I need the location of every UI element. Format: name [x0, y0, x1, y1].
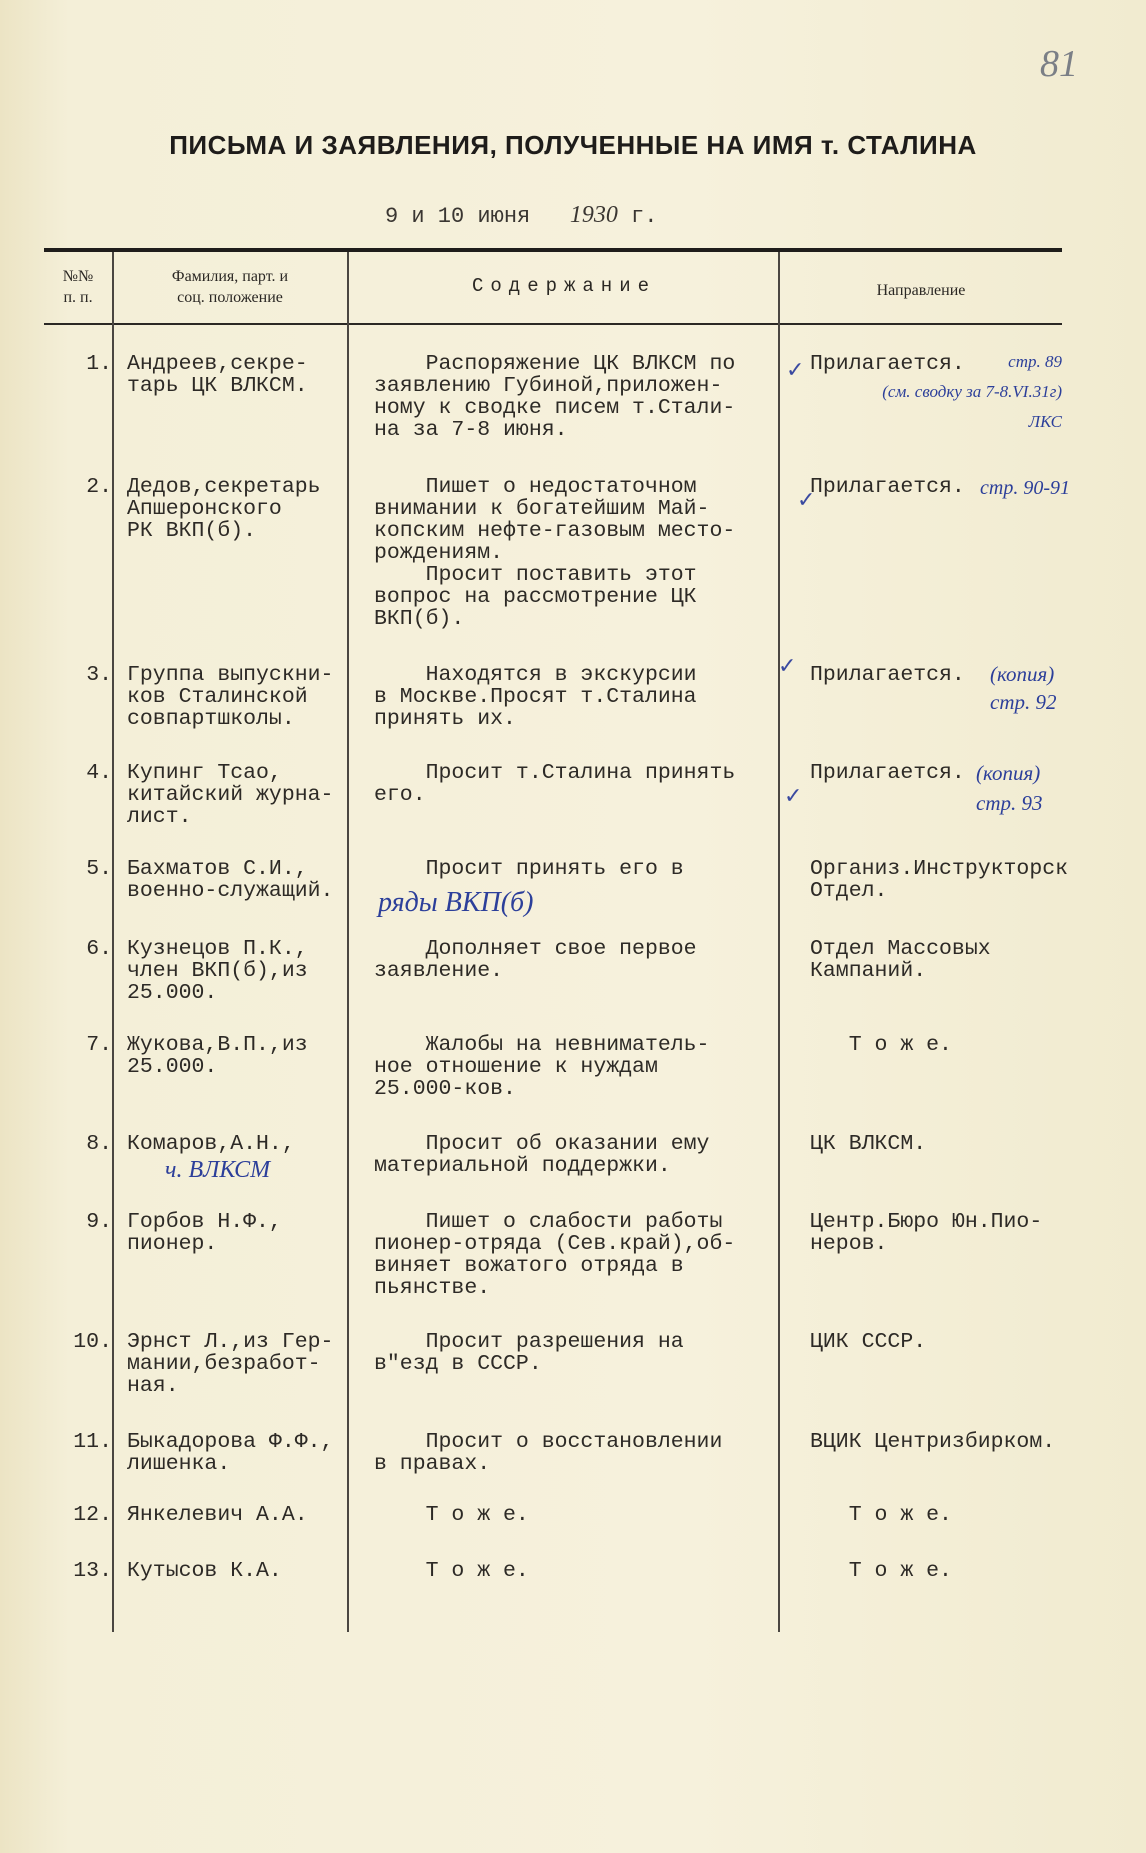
- forwarded-to: Прилагается.: [810, 663, 965, 687]
- row-number: 9.: [86, 1210, 112, 1234]
- row-number: 4.: [86, 761, 112, 785]
- forwarded-to: Организ.Инструкторск Отдел.: [810, 857, 1069, 903]
- forwarded-to: Прилагается.: [810, 352, 965, 376]
- column-divider: [347, 252, 349, 1632]
- letter-content: Дополняет свое первое заявление.: [374, 937, 697, 983]
- letter-content: Просит об оказании ему материальной поддержки.: [374, 1132, 710, 1178]
- table-top-rule: [44, 248, 1062, 252]
- check-mark-icon: ✓: [797, 488, 816, 513]
- forwarded-to: ВЦИК Центризбирком.: [810, 1430, 1056, 1454]
- row-number: 12.: [73, 1503, 112, 1527]
- forwarded-to: ЦК ВЛКСМ.: [810, 1132, 927, 1156]
- document-title: ПИСЬМА И ЗАЯВЛЕНИЯ, ПОЛУЧЕННЫЕ НА ИМЯ т. СТАЛИНА: [169, 130, 977, 160]
- forwarded-to: Прилагается.: [810, 475, 965, 499]
- column-header-num: №№ п. п.: [62, 268, 94, 306]
- handwritten-note: стр. 90-91: [980, 477, 1070, 499]
- letter-content: Т о ж е.: [374, 1559, 529, 1583]
- page-number: 81: [1040, 43, 1078, 85]
- letter-content: Пишет о слабости работы пионер-отряда (Сев.край),об- виняет вожатого отряда в пьянстве.: [374, 1210, 736, 1300]
- letter-content: Просит т.Сталина принять его.: [374, 761, 736, 807]
- letter-content: Просит принять его в: [374, 857, 684, 881]
- check-mark-icon: ✓: [784, 784, 803, 809]
- date-year: 1930: [569, 202, 618, 228]
- row-number: 5.: [86, 857, 112, 881]
- sender-name: Быкадорова Ф.Ф., лишенка.: [127, 1430, 334, 1476]
- row-number: 13.: [73, 1559, 112, 1583]
- letter-content: Находятся в экскурсии в Москве.Просят т.Сталина принять их.: [374, 663, 697, 731]
- sender-name: Кутысов К.А.: [127, 1559, 282, 1583]
- handwritten-note: (копия) стр. 92: [990, 662, 1057, 714]
- sender-name: Андреев,секре- тарь ЦК ВЛКСМ.: [127, 352, 308, 398]
- sender-name: Кузнецов П.К., член ВКП(б),из 25.000.: [127, 937, 308, 1005]
- sender-name: Горбов Н.Ф., пионер.: [127, 1210, 282, 1256]
- row-number: 10.: [73, 1330, 112, 1354]
- forwarded-to: Прилагается.: [810, 761, 965, 785]
- sender-name: Эрнст Л.,из Гер- мании,безработ- ная.: [127, 1330, 334, 1398]
- handwritten-note: стр. 89 (см. сводку за 7-8.VI.31г) ЛКС: [882, 352, 1062, 431]
- sender-name: Купинг Тсао, китайский журна- лист.: [127, 761, 334, 829]
- column-divider: [112, 252, 114, 1632]
- column-divider: [778, 252, 780, 1632]
- date-suffix: г.: [631, 204, 658, 229]
- forwarded-to: Центр.Бюро Юн.Пио- неров.: [810, 1210, 1043, 1256]
- forwarded-to: Отдел Массовых Кампаний.: [810, 937, 991, 983]
- sender-name: Янкелевич А.А.: [127, 1503, 308, 1527]
- handwritten-note: ч. ВЛКСМ: [165, 1157, 271, 1183]
- forwarded-to: Т о ж е.: [810, 1033, 952, 1057]
- handwritten-note: (копия) стр. 93: [976, 761, 1043, 815]
- letter-content: Просит о восстановлении в правах.: [374, 1430, 723, 1476]
- letter-content: Просит разрешения на в"езд в СССР.: [374, 1330, 684, 1376]
- row-number: 11.: [73, 1430, 112, 1454]
- handwritten-note: ряды ВКП(б): [378, 887, 534, 918]
- column-header-content: Содержание: [471, 275, 657, 297]
- sender-name: Группа выпускни- ков Сталинской совпартшколы.: [127, 663, 334, 731]
- letter-content: Распоряжение ЦК ВЛКСМ по заявлению Губиной,приложен- ному к сводке писем т.Стали- на за 7-8 июня.: [374, 352, 736, 442]
- column-header-name: Фамилия, парт. и соц. положение: [171, 268, 289, 306]
- row-number: 6.: [86, 937, 112, 961]
- sender-name: Жукова,В.П.,из 25.000.: [127, 1033, 308, 1079]
- letter-content: Т о ж е.: [374, 1503, 529, 1527]
- row-number: 8.: [86, 1132, 112, 1156]
- date-days: 9 и 10 июня: [385, 204, 531, 229]
- row-number: 2.: [86, 475, 112, 499]
- letter-content: Пишет о недостаточном внимании к богатейшим Май- копским нефте-газовым место- рождениям. Просит поставить этот вопрос на рассмотрение ЦК ВКП(б).: [374, 475, 736, 631]
- row-number: 1.: [86, 352, 112, 376]
- sender-name: Дедов,секретарь Апшеронского РК ВКП(б).: [127, 475, 321, 543]
- check-mark-icon: ✓: [786, 358, 805, 383]
- row-number: 7.: [86, 1033, 112, 1057]
- table-header-rule: [44, 323, 1062, 325]
- forwarded-to: ЦИК СССР.: [810, 1330, 927, 1354]
- document-date: [385, 202, 657, 229]
- forwarded-to: Т о ж е.: [810, 1559, 952, 1583]
- check-mark-icon: ✓: [778, 654, 797, 679]
- sender-name: Комаров,А.Н.,: [127, 1132, 295, 1156]
- row-number: 3.: [86, 663, 112, 687]
- forwarded-to: Т о ж е.: [810, 1503, 952, 1527]
- column-header-direction: Направление: [876, 282, 966, 299]
- sender-name: Бахматов С.И., военно-служащий.: [127, 857, 334, 903]
- letter-content: Жалобы на невниматель- ное отношение к нуждам 25.000-ков.: [374, 1033, 710, 1101]
